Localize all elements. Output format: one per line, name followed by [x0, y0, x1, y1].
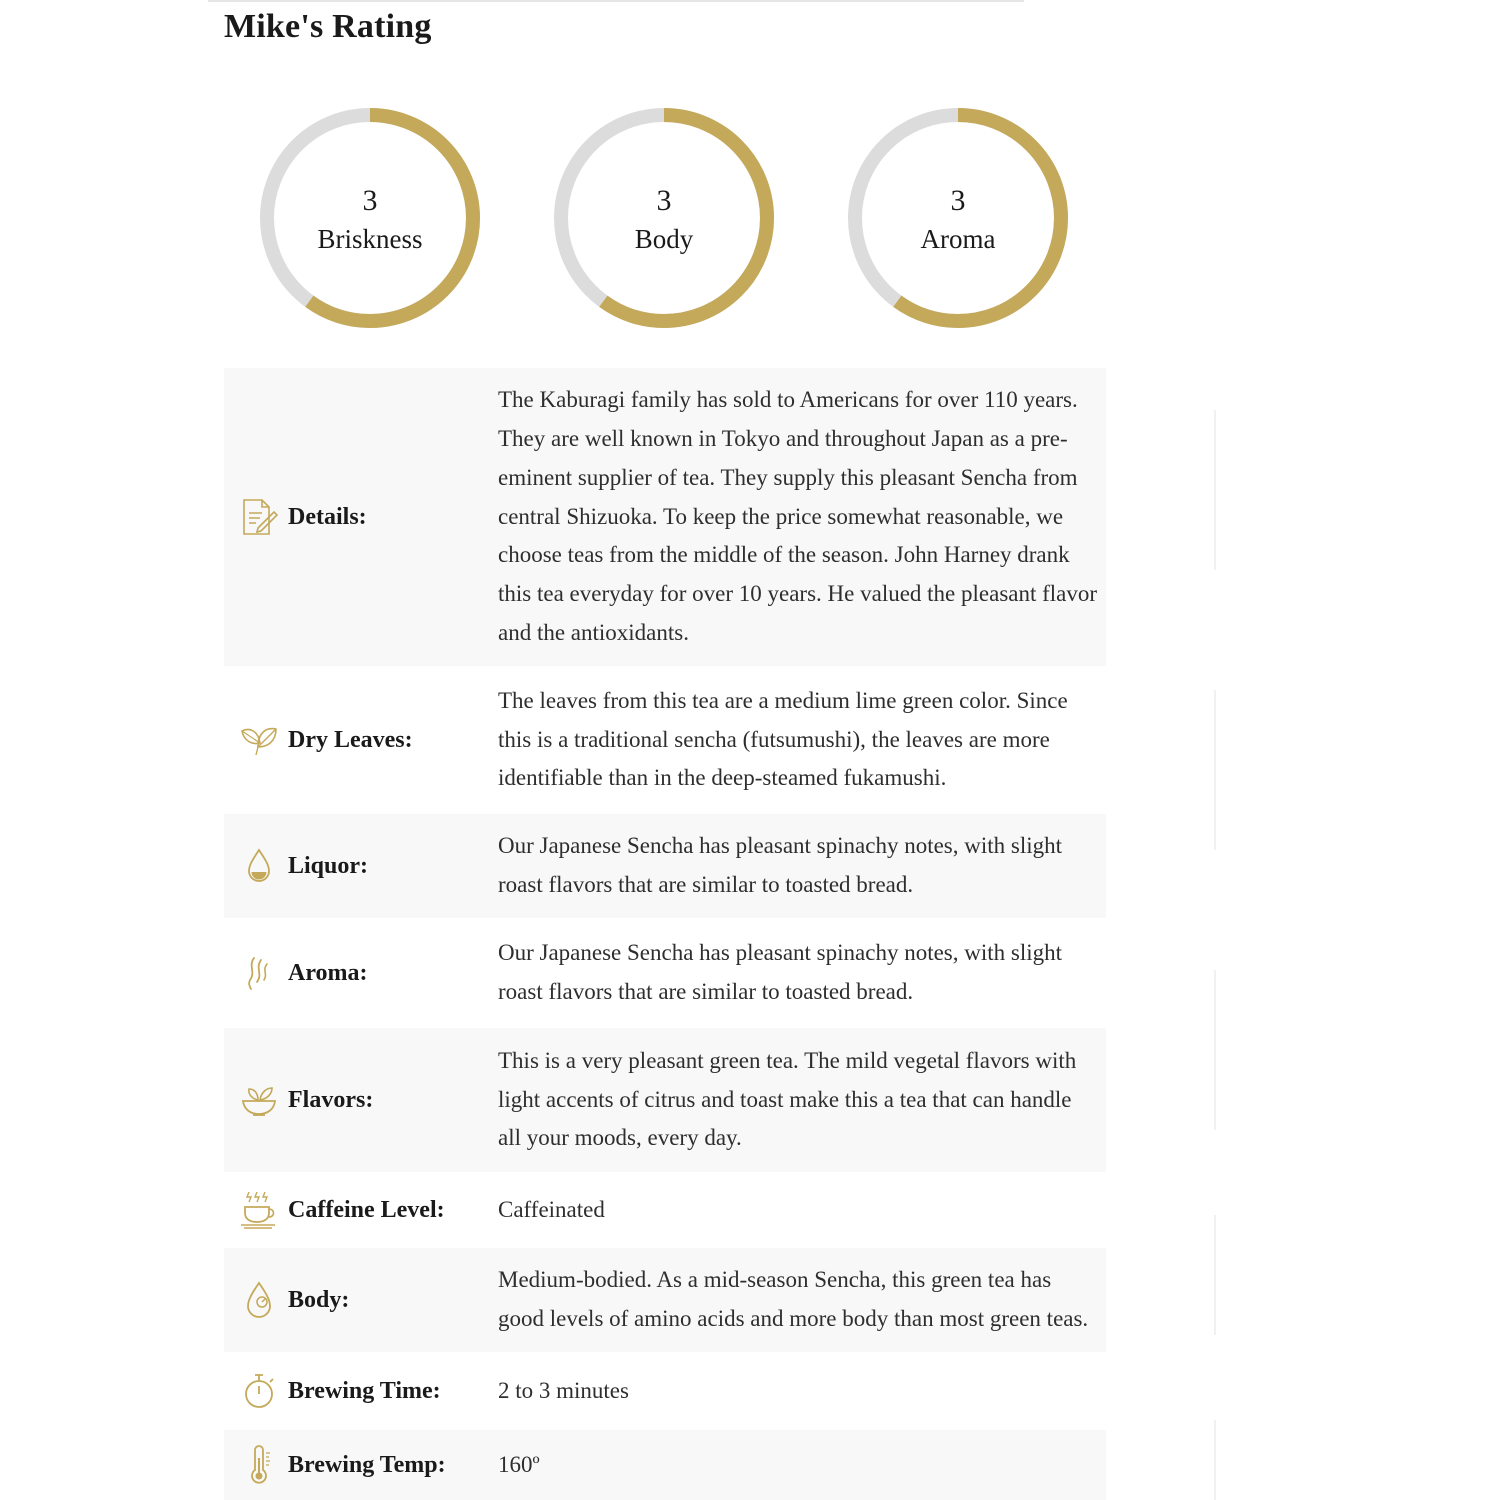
tea-details-table [224, 368, 1106, 1500]
detail-value: Our Japanese Sencha has pleasant spinachy notes, with slight roast flavors that are similar to toasted bread. [498, 940, 1063, 1004]
detail-value: This is a very pleasant green tea. The mild vegetal flavors with light accents of citrus and toast make this a tea that can handle all your moods, every day. [498, 1047, 1077, 1151]
rating-value: 3 [362, 184, 378, 217]
page-title: Mike's Rating [224, 8, 432, 45]
ring-gauge [258, 106, 482, 330]
detail-label: Details: [288, 503, 367, 530]
rating-label: Briskness [317, 224, 423, 254]
thermometer-icon [238, 1444, 280, 1486]
detail-label: Flavors: [288, 1086, 374, 1113]
detail-row-brewing-temp [224, 1430, 1106, 1500]
droplet-icon [238, 845, 280, 887]
detail-value: 2 to 3 minutes [498, 1377, 629, 1403]
rating-value: 3 [656, 184, 672, 217]
detail-label: Brewing Time: [288, 1377, 441, 1404]
detail-label: Dry Leaves: [288, 726, 413, 753]
detail-label: Brewing Temp: [288, 1451, 446, 1478]
rating-ring-briskness [258, 106, 482, 330]
detail-label: Liquor: [288, 852, 369, 879]
side-divider [1214, 1420, 1216, 1500]
steam-icon [238, 952, 280, 994]
side-divider [1214, 690, 1216, 850]
detail-row-brewing-time [224, 1352, 1106, 1430]
detail-label: Aroma: [288, 959, 368, 986]
side-divider [1214, 1215, 1216, 1335]
detail-row-aroma [224, 918, 1106, 1028]
detail-label: Body: [288, 1286, 350, 1313]
drop-gauge-icon [238, 1279, 280, 1321]
detail-row-liquor [224, 814, 1106, 918]
side-divider [1214, 410, 1216, 570]
detail-row-body [224, 1248, 1106, 1352]
ring-gauge [552, 106, 776, 330]
detail-value: Caffeinated [498, 1196, 605, 1222]
stopwatch-icon [238, 1370, 280, 1412]
detail-value: The leaves from this tea are a medium lime green color. Since this is a traditional sencha (futsumushi), the leaves are more identifiable than in the deep-steamed fukamushi. [498, 687, 1068, 791]
rating-ring-body [552, 106, 776, 330]
side-divider [1214, 970, 1216, 1130]
rating-label: Body [634, 224, 694, 254]
bowl-leaf-icon [238, 1079, 280, 1121]
detail-row-dry-leaves [224, 666, 1106, 814]
detail-row-caffeine-level [224, 1172, 1106, 1248]
rating-rings [0, 0, 1500, 360]
detail-row-flavors [224, 1028, 1106, 1172]
detail-value: The Kaburagi family has sold to Americans for over 110 years. They are well known in Tokyo and throughout Japan as a pre-eminent supplier of tea. They supply this pleasant Sencha from central Shizuoka. To keep the price somewhat reasonable, we choose teas from the middle of the season. John Harney drank this tea everyday for over 10 years. He valued the pleasant flavor and the antioxidants. [498, 387, 1098, 645]
rating-value: 3 [950, 184, 966, 217]
detail-value: 160º [498, 1451, 540, 1477]
document-pencil-icon [238, 496, 280, 538]
detail-value: Medium-bodied. As a mid-season Sencha, this green tea has good levels of amino acids and more body than most green teas. [498, 1267, 1089, 1331]
detail-label: Caffeine Level: [288, 1196, 445, 1223]
rating-ring-aroma [846, 106, 1070, 330]
detail-value: Our Japanese Sencha has pleasant spinachy notes, with slight roast flavors that are similar to toasted bread. [498, 833, 1063, 897]
teacup-icon [238, 1189, 280, 1231]
ring-gauge [846, 106, 1070, 330]
leaves-icon [238, 719, 280, 761]
rating-label: Aroma [920, 224, 996, 254]
detail-row-details [224, 368, 1106, 666]
